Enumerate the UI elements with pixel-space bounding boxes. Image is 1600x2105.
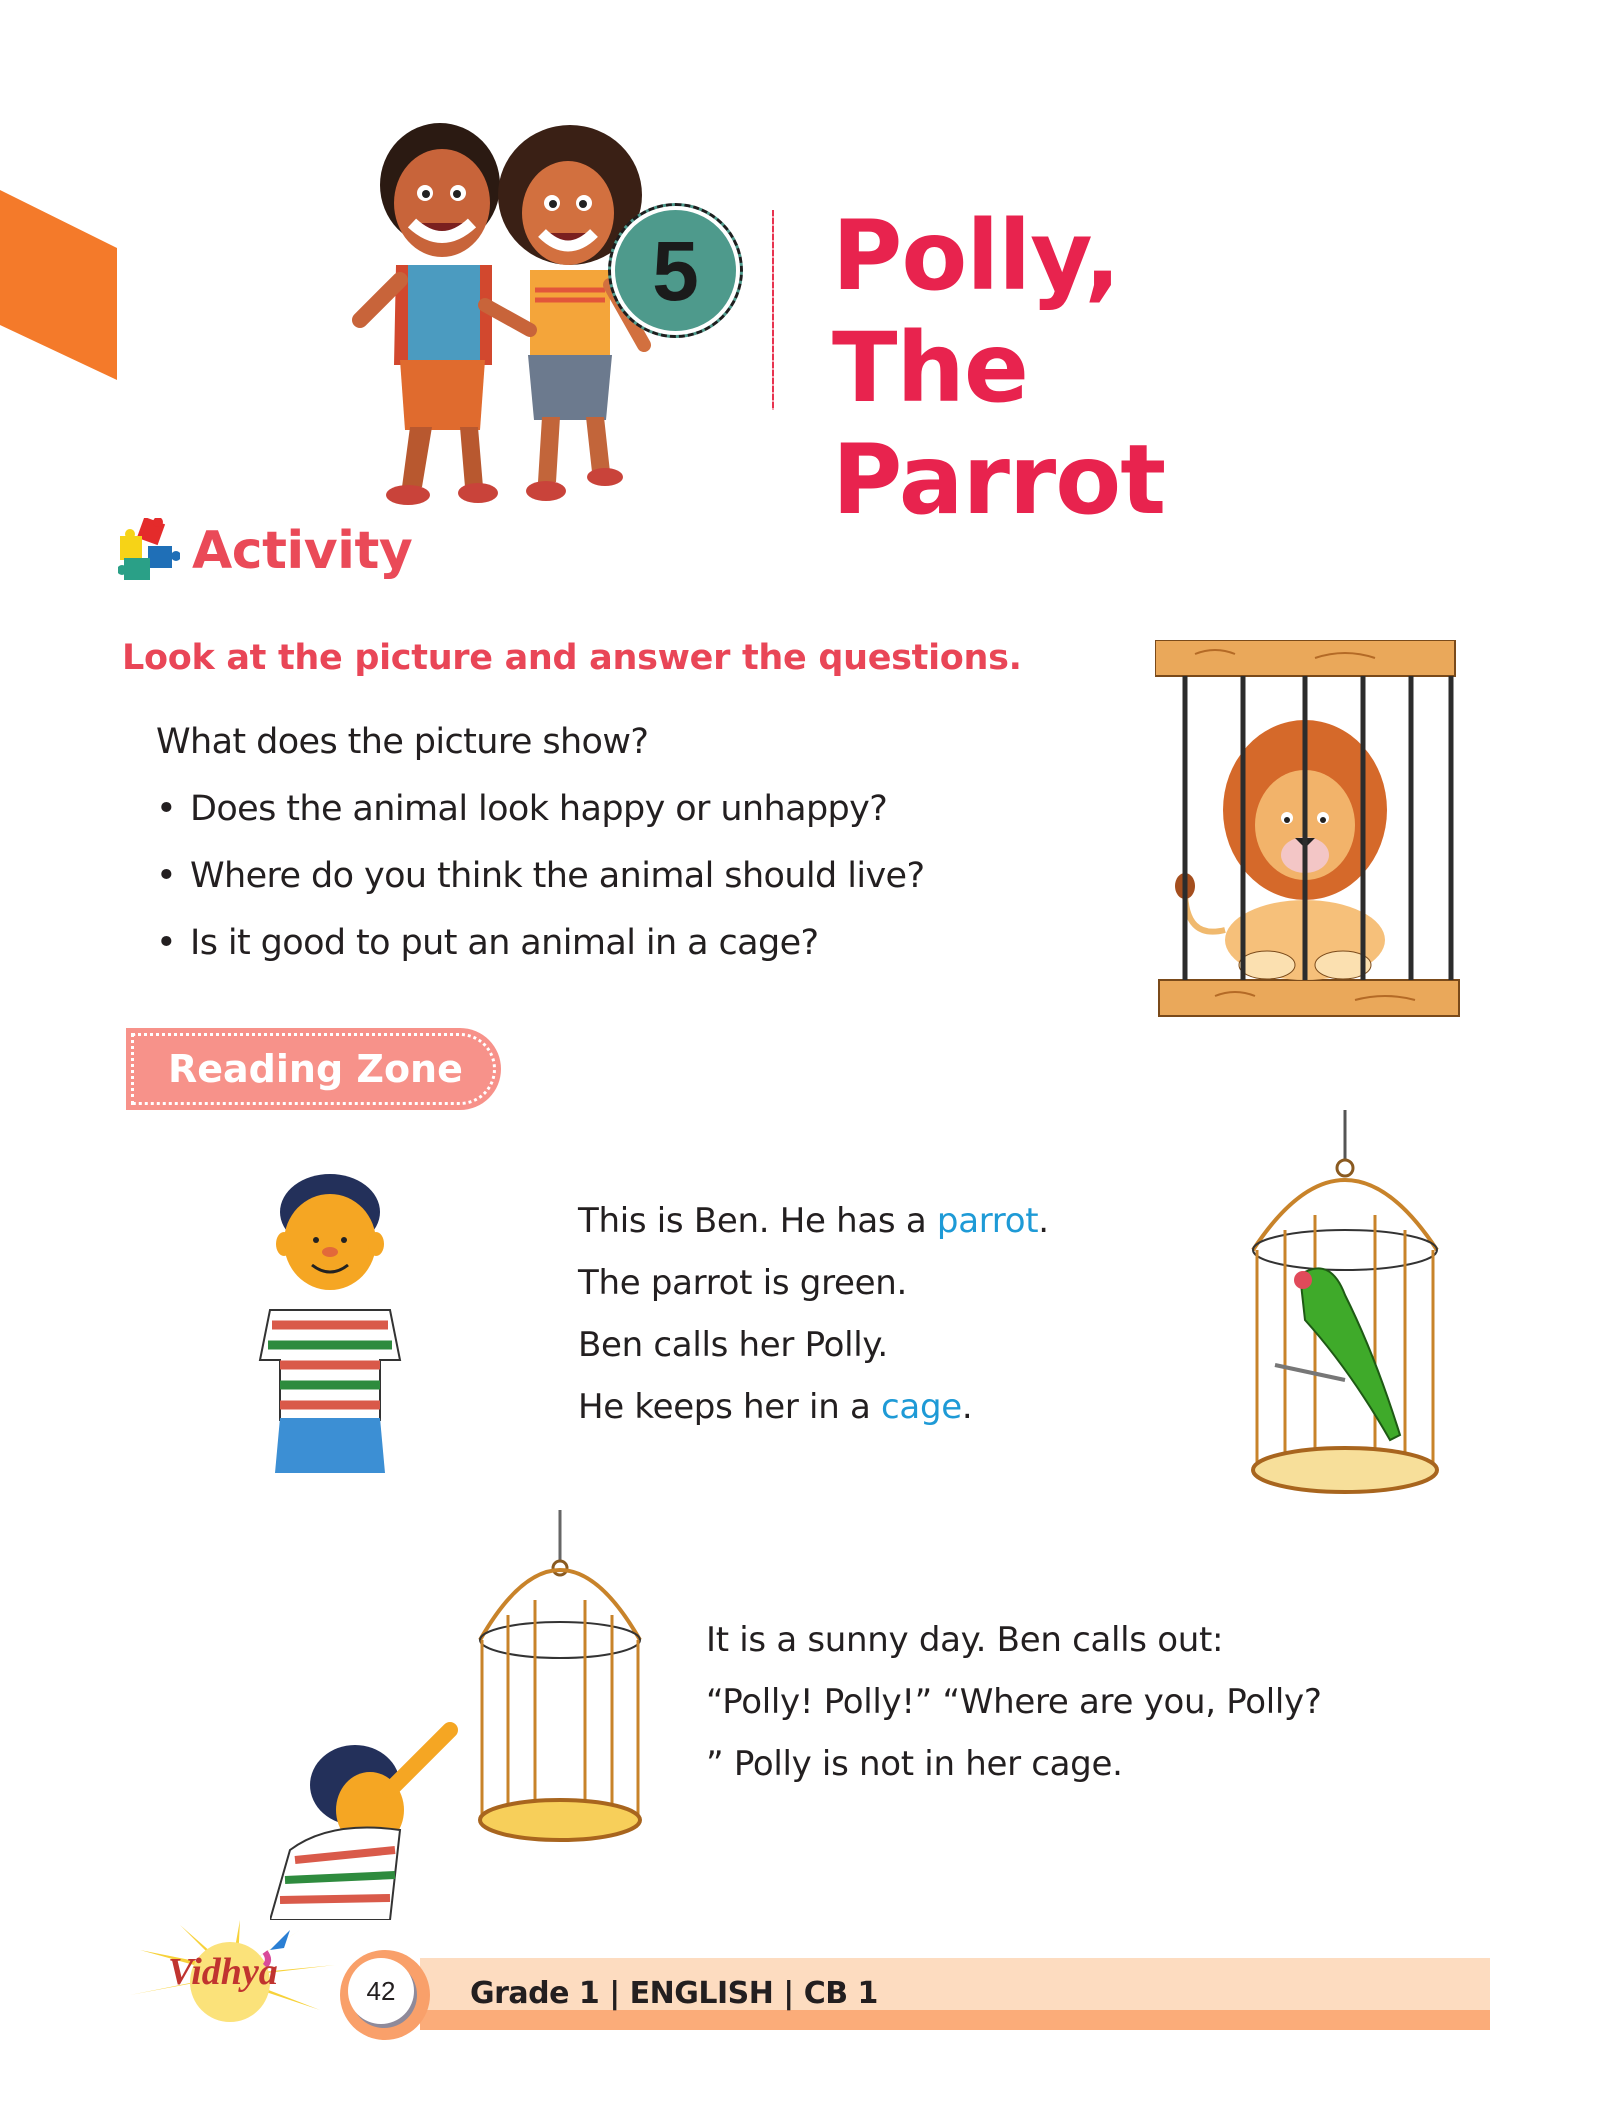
vocab-highlight-cage: cage <box>881 1387 962 1427</box>
orange-corner-tab <box>0 190 117 380</box>
story-line: Ben calls her Polly. <box>578 1325 888 1365</box>
story-line: He keeps her in a cage. <box>578 1387 973 1427</box>
book-info: Grade 1 | ENGLISH | CB 1 <box>470 1976 878 2011</box>
chapter-title-line1: Polly, <box>832 200 1120 312</box>
page-number: 42 <box>366 1975 396 2006</box>
lion-in-cage-illustration <box>1155 640 1465 1020</box>
activity-questions <box>156 718 924 986</box>
intro-question: What does the picture show? <box>156 722 649 762</box>
story-passage-1 <box>578 1196 1049 1444</box>
activity-label: Activity <box>192 521 413 581</box>
logo-text: Vidhya <box>168 1951 278 1993</box>
bullet: • <box>156 923 177 963</box>
story-line: The parrot is green. <box>578 1263 907 1303</box>
reading-zone-label: Reading Zone <box>168 1047 463 1091</box>
title-divider <box>772 210 774 410</box>
parrot-in-cage-illustration <box>1235 1110 1470 1510</box>
story-line: “Polly! Polly!” “Where are you, Polly? <box>706 1682 1322 1722</box>
vocab-highlight-parrot: parrot <box>936 1201 1039 1241</box>
question-item: • Where do you think the animal should live? <box>156 852 924 919</box>
page-footer <box>120 1920 1490 2030</box>
page-number-badge <box>348 1958 414 2024</box>
activity-instruction: Look at the picture and answer the questions. <box>122 638 1022 678</box>
reading-zone-banner <box>126 1028 501 1110</box>
chapter-number: 5 <box>652 223 699 318</box>
chapter-number-badge <box>608 203 743 338</box>
question-item: • Does the animal look happy or unhappy? <box>156 785 924 852</box>
ben-empty-cage-illustration <box>270 1490 660 1920</box>
chapter-title-line2: The Parrot <box>832 312 1166 536</box>
activity-heading <box>118 518 412 584</box>
story-passage-2 <box>706 1615 1322 1801</box>
question-item: • Is it good to put an animal in a cage? <box>156 919 924 986</box>
puzzle-pieces-icon <box>118 518 180 584</box>
chapter-title <box>832 200 1392 536</box>
bullet: • <box>156 856 177 896</box>
story-line: This is Ben. He has a parrot. <box>578 1201 1049 1241</box>
ben-standing-illustration <box>250 1160 410 1475</box>
story-line: ” Polly is not in her cage. <box>706 1744 1123 1784</box>
bullet: • <box>156 789 177 829</box>
story-line: It is a sunny day. Ben calls out: <box>706 1620 1224 1660</box>
